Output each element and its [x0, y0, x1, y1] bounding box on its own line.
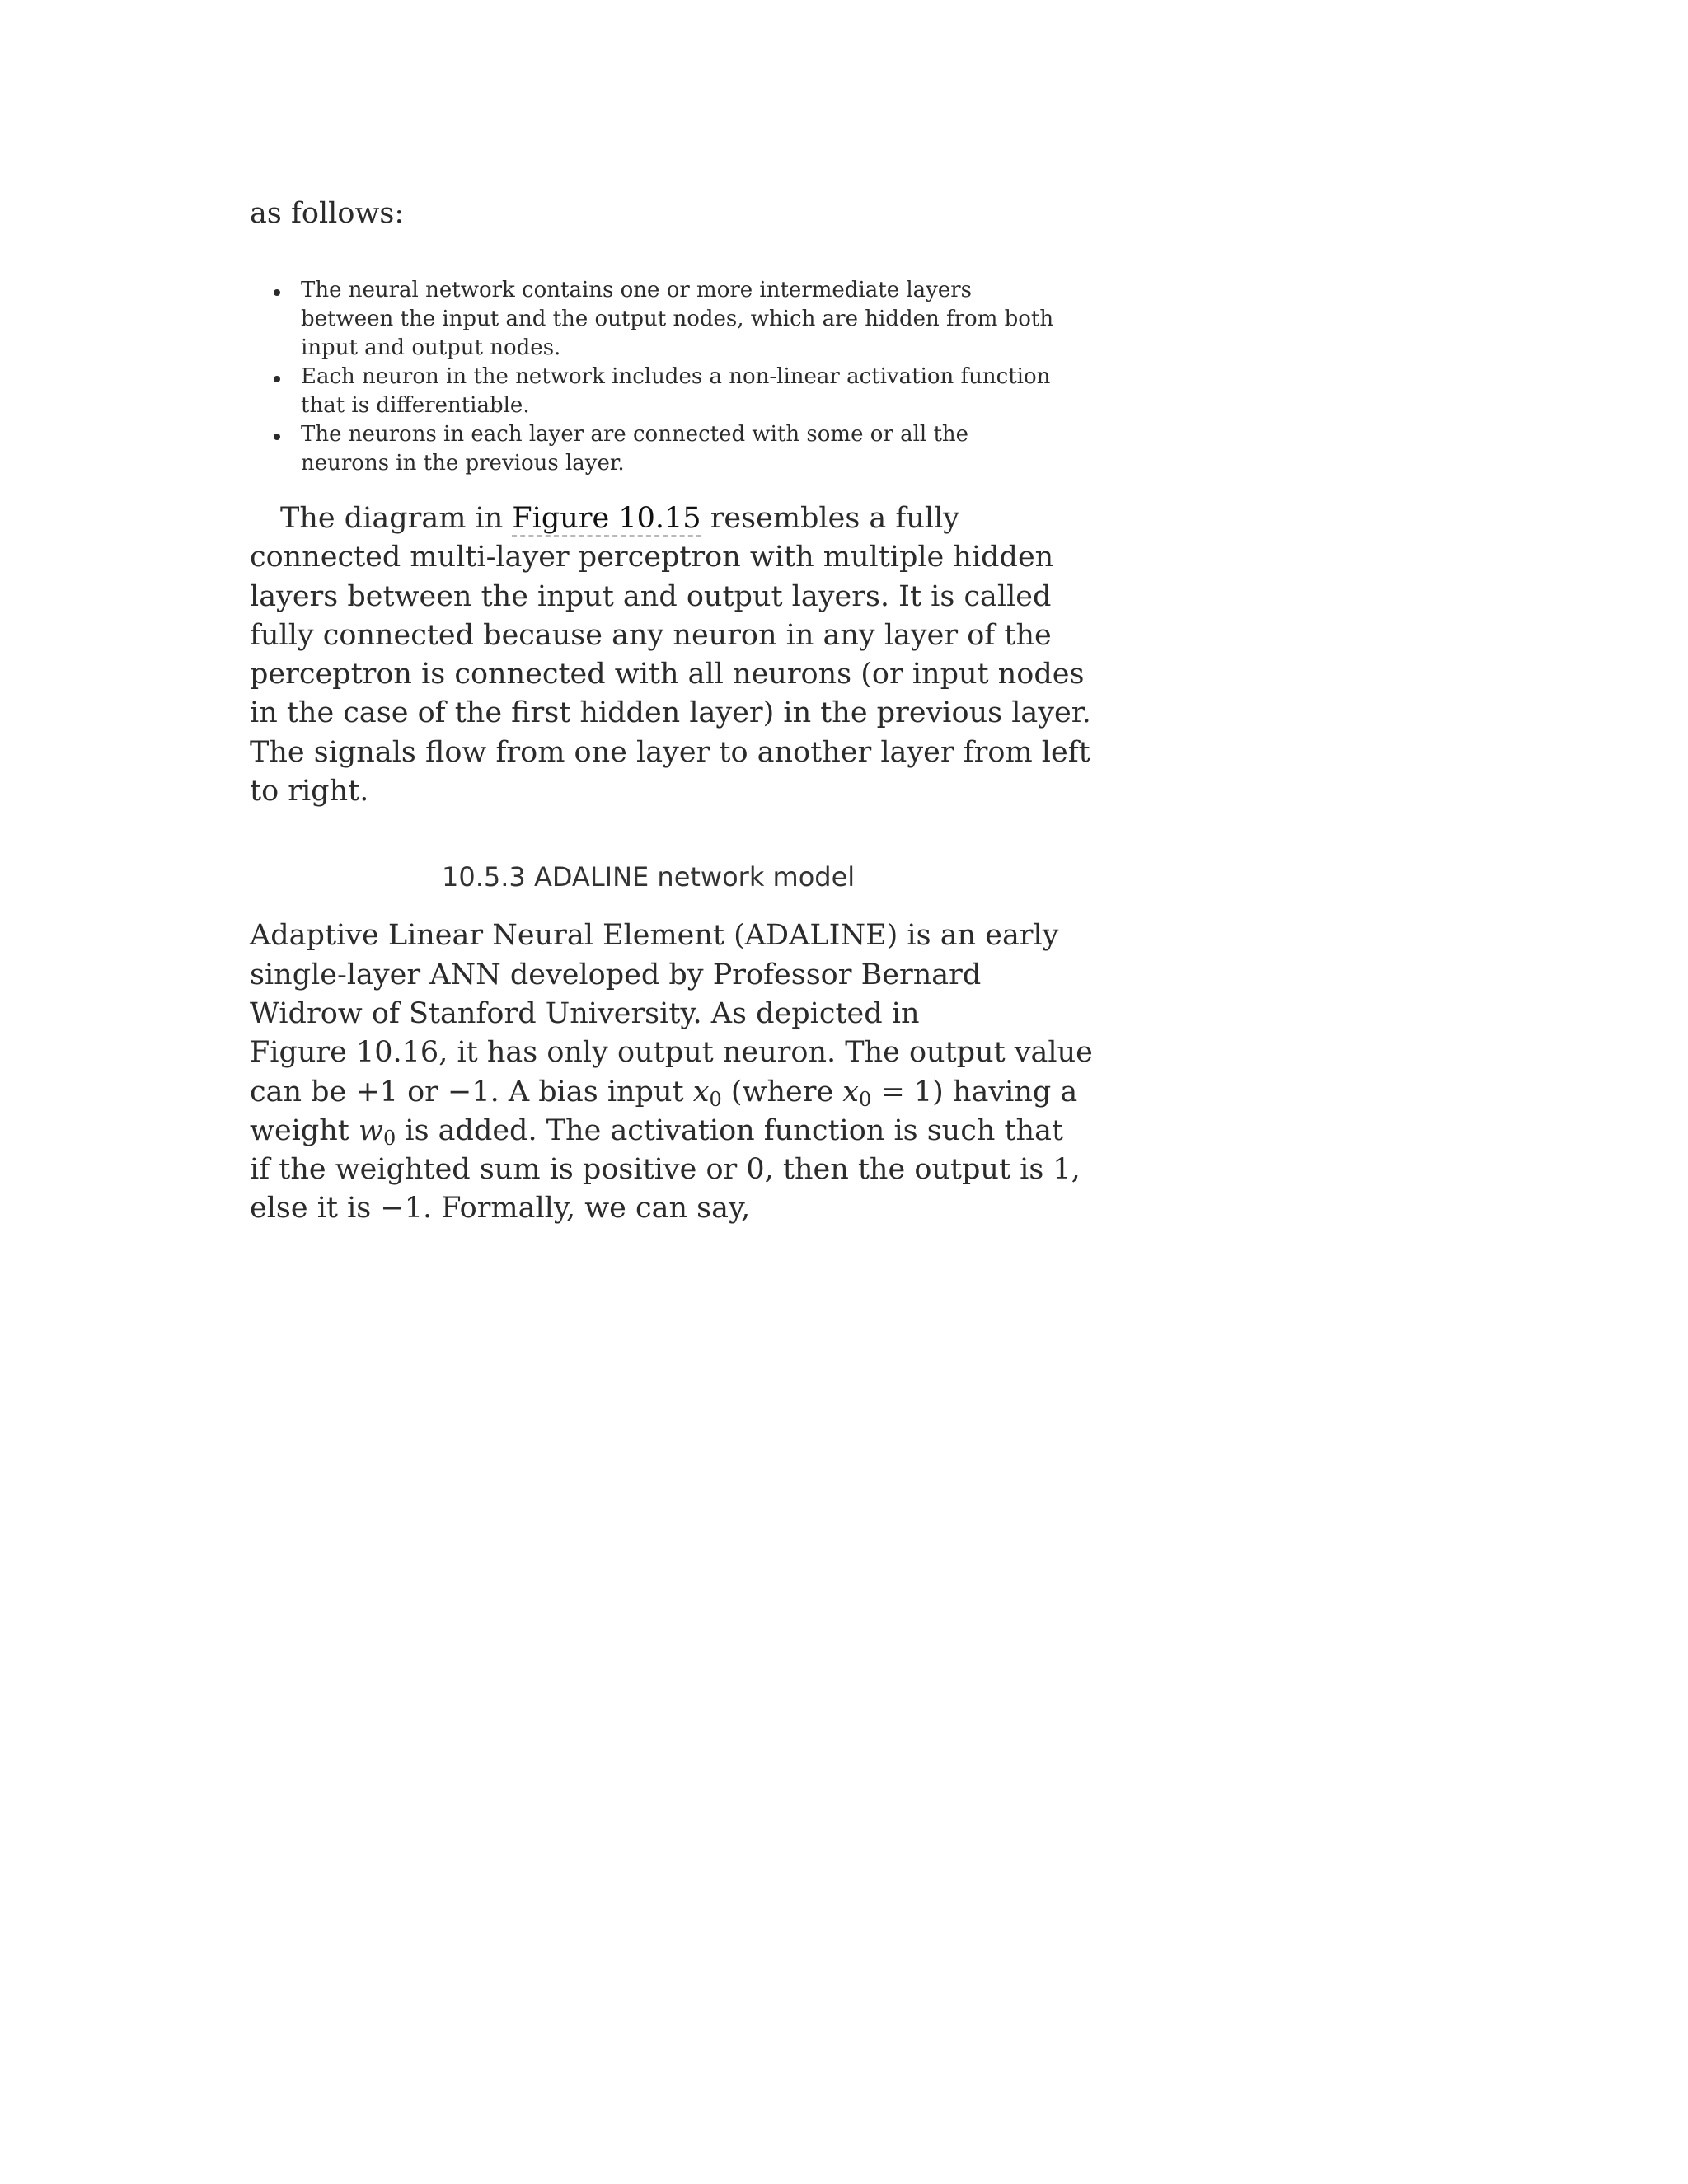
bullet-icon	[274, 289, 280, 296]
paragraph-line: Widrow of Stanford University. As depicted in	[250, 996, 920, 1030]
paragraph-line: Figure 10.16, it has only output neuron. The output value	[250, 1036, 1093, 1070]
list-item-line: that is differentiable.	[301, 393, 530, 418]
bullet-icon	[274, 376, 280, 382]
paragraph-text: is added. The activation function is such that	[396, 1113, 1064, 1147]
math-variable-w: w	[359, 1113, 383, 1147]
paragraph-line	[250, 1073, 1078, 1112]
math-variable-x: x	[842, 1075, 860, 1108]
paragraph-line: perceptron is connected with all neurons (or input nodes	[250, 658, 1085, 691]
paragraph-line: fully connected because any neuron in any layer of the	[250, 618, 1052, 652]
list-item	[250, 420, 1041, 478]
paragraph-line: to right.	[250, 775, 369, 808]
paragraph-line: else it is −1. Formally, we can say,	[250, 1192, 751, 1226]
paragraph-text: (where	[721, 1075, 843, 1108]
paragraph-text: resembles a fully	[701, 502, 960, 535]
list-item-line: The neurons in each layer are connected with some or all the	[301, 422, 969, 447]
list-item	[250, 276, 1054, 363]
paragraph-adaline	[250, 916, 1093, 1228]
page-content	[250, 194, 1093, 1229]
paragraph-line: in the case of the first hidden layer) in the previous layer.	[250, 696, 1091, 730]
paragraph-text: can be +1 or −1. A bias input	[250, 1075, 693, 1108]
paragraph-line: single-layer ANN developed by Professor Bernard	[250, 958, 982, 991]
bullet-list	[250, 276, 1054, 478]
paragraph-line: layers between the input and output layers. It is called	[250, 579, 1052, 613]
math-subscript: 0	[709, 1087, 722, 1111]
paragraph-figure-description	[250, 499, 1091, 811]
intro-text: as follows:	[250, 197, 405, 230]
paragraph-line: The signals flow from one layer to another layer from left	[250, 735, 1090, 769]
list-item-line: The neural network contains one or more intermediate layers	[301, 278, 973, 302]
math-subscript: 0	[382, 1126, 396, 1150]
bullet-icon	[274, 434, 280, 440]
list-item-line: neurons in the previous layer.	[301, 451, 625, 476]
paragraph-text: weight	[250, 1113, 359, 1147]
paragraph-line	[250, 499, 1041, 538]
list-item-line: input and output nodes.	[301, 335, 561, 360]
paragraph-line	[250, 1112, 1064, 1151]
paragraph-line: if the weighted sum is positive or 0, then the output is 1,	[250, 1153, 1081, 1187]
paragraph-text: = 1) having a	[871, 1075, 1078, 1108]
paragraph-line: connected multi-layer perceptron with multiple hidden	[250, 541, 1054, 574]
math-subscript: 0	[859, 1087, 872, 1111]
section-heading: 10.5.3 ADALINE network model	[442, 861, 856, 893]
figure-10-15-link[interactable]: Figure 10.15	[512, 502, 701, 535]
paragraph-text: The diagram in	[280, 502, 513, 535]
list-item-line: between the input and the output nodes, which are hidden from both	[301, 307, 1054, 331]
paragraph-line: Adaptive Linear Neural Element (ADALINE) is an early	[250, 919, 1059, 953]
math-variable-x: x	[692, 1075, 710, 1108]
list-item-line: Each neuron in the network includes a non-linear activation function	[301, 364, 1051, 389]
list-item	[250, 363, 1051, 420]
